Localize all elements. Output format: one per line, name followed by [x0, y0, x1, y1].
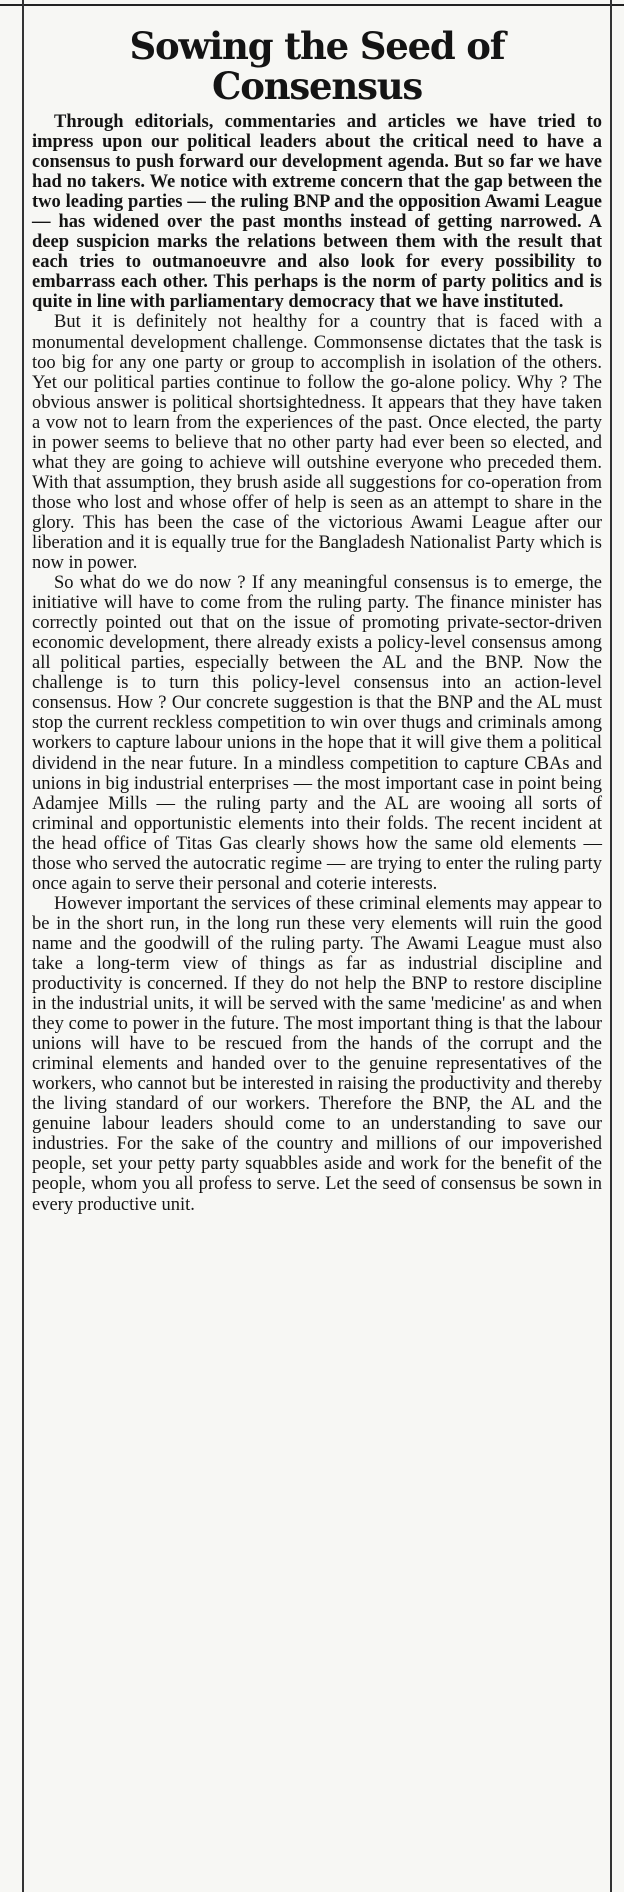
- right-column-rule: [610, 0, 612, 1892]
- article-body: [32, 112, 602, 1215]
- paragraph-1: Through editorials, commentaries and articles we have tried to impress upon our political leaders about the critical need to have a consensus to push forward our development agenda. But so far we have had no takers. We notice with extreme concern that the gap between the two leading parties — the ruling BNP and the opposition Awami League — has widened over the past months instead of getting narrowed. A deep suspicion marks the relations between them with the result that each tries to outmanoeuvre and also look for every possibility to embarrass each other. This perhaps is the norm of party politics and is quite in line with parliamentary democracy that we have instituted.: [32, 112, 602, 313]
- headline-line-1: Sowing the Seed of: [129, 24, 505, 68]
- left-column-rule: [22, 0, 24, 1892]
- paragraph-2: But it is definitely not healthy for a country that is faced with a monumental development challenge. Commonsense dictates that the task is too big for any one party or group to accomplish in isolation of the others. Yet our political parties continue to follow the go-alone policy. Why ? The obvious answer is political shortsightedness. It appears that they have taken a vow not to learn from the experiences of the past. Once elected, the party in power seems to believe that no other party had ever been so elected, and what they are going to achieve will outshine everyone who preceded them. With that assumption, they brush aside all suggestions for co-operation from those who lost and whose offer of help is seen as an attempt to share in the glory. This has been the case of the victorious Awami League after our liberation and it is equally true for the Bangladesh Nationalist Party which is now in power.: [32, 312, 602, 574]
- top-border-rule: [0, 4, 624, 6]
- paragraph-3: So what do we do now ? If any meaningful consensus is to emerge, the initiative will have to come from the ruling party. The finance minister has correctly pointed out that on the issue of promoting private-sector-driven economic development, there already exists a policy-level consensus among all political parties, especially between the AL and the BNP. Now the challenge is to turn this policy-level consensus into an action-level consensus. How ? Our concrete suggestion is that the BNP and the AL must stop the current reckless competition to win over thugs and criminals among workers to capture labour unions in the hope that it will give them a political dividend in the near future. In a mindless competition to capture CBAs and unions in big industrial enterprises — the most important case in point being Adamjee Mills — the ruling party and the AL are wooing all sorts of criminal and opportunistic elements into their folds. The recent incident at the head office of Titas Gas clearly shows how the same old elements — those who served the autocratic regime — are trying to enter the ruling party once again to serve their personal and coterie interests.: [32, 573, 602, 894]
- headline: [32, 26, 602, 106]
- editorial-column: [32, 18, 602, 1215]
- headline-line-2: Consensus: [211, 64, 423, 108]
- paragraph-4: However important the services of these criminal elements may appear to be in the short run, in the long run these very elements will ruin the good name and the goodwill of the ruling party. The Awami League must also take a long-term view of things as far as industrial discipline and productivity is concerned. If they do not help the BNP to restore discipline in the industrial units, it will be served with the same 'medicine' as and when they come to power in the future. The most important thing is that the labour unions will have to be rescued from the hands of the corrupt and the criminal elements and handed over to the genuine representatives of the workers, who cannot but be interested in raising the productivity and thereby the living standard of our workers. Therefore the BNP, the AL and the genuine labour leaders should come to an understanding to save our industries. For the sake of the country and millions of our impoverished people, set your petty party squabbles aside and work for the benefit of the people, whom you all profess to serve. Let the seed of consensus be sown in every productive unit.: [32, 893, 602, 1215]
